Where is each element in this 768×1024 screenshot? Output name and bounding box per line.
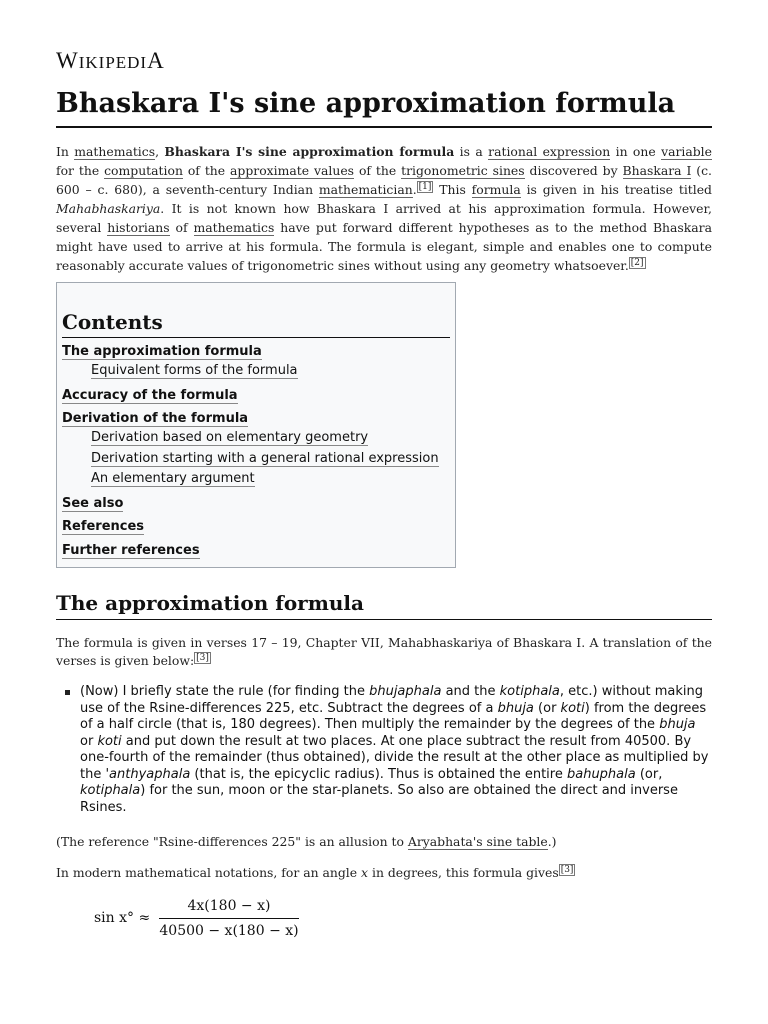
bullet-marker [65,690,70,695]
formula-fraction [159,896,299,941]
link-mathematician[interactable]: mathematician [318,182,413,197]
link-approximate-values[interactable]: approximate values [230,163,355,178]
toc-item-elementary-argument[interactable]: An elementary argument [91,471,255,486]
toc-item-approximation-formula[interactable]: The approximation formula [62,344,262,359]
formula-lhs: sin x° ≈ [94,910,151,926]
citation-3b[interactable]: [3] [560,865,574,875]
wikipedia-wordmark[interactable] [56,48,165,74]
link-aryabhata-sine-table[interactable]: Aryabhata's sine table [407,834,548,849]
toc-item-accuracy[interactable]: Accuracy of the formula [62,388,238,403]
link-formula[interactable]: formula [471,182,521,197]
bold-subject: Bhaskara I's sine approximation formula [164,144,455,159]
fraction-bar [159,918,299,919]
formula-numerator: 4x(180 − x) [187,898,271,914]
wordmark-letter: W [56,48,79,73]
toc-item-derivation-geometry[interactable]: Derivation based on elementary geometry [91,430,369,445]
modern-notation-paragraph: In modern mathematical notations, for an angle x in degrees, this formula gives [3] [56,865,574,880]
italic-treatise: Mahabhaskariya [56,201,161,216]
table-of-contents [56,282,456,568]
toc-item-see-also[interactable]: See also [62,496,124,511]
link-computation[interactable]: computation [104,163,183,178]
reference-note: (The reference "Rsine-differences 225" is an allusion to Aryabhata's sine table.) [56,834,557,849]
wordmark-middle: IKIPEDI [78,53,148,72]
citation-1[interactable]: [1] [418,182,432,192]
toc-title: Contents [62,309,450,338]
toc-item-further-references[interactable]: Further references [62,543,200,558]
translation-quote: (Now) I briefly state the rule (for finding the bhujaphala and the kotiphala, etc.) without making use of the Rsine-differences 225, etc. Subtract the degrees of a bhuja (or koti) from the degrees of a half circle (that is, 180 degrees). Then multiply the remainder by the degrees of the bhuja or koti and put down the result at two places. At one place subtract the result from 40500. By one-fourth of the remainder (thus obtained), divide the result at the other place as multiplied by the 'anthyaphala (that is, the epicyclic radius). Thus is obtained the entire bahuphala (or, kotiphala) for the sun, moon or the star-planets. So also are obtained the direct and inverse Rsines. [80,684,709,815]
link-trigonometric-sines[interactable]: trigonometric sines [401,163,525,178]
intro-paragraph: In mathematics, Bhaskara I's sine approximation formula is a rational expression in one variable for the computation of the approximate values of the trigonometric sines discovered by Bhaskara I (c. 600 – c. 680), a seventh-century Indian mathematician. [1] This formula is given in his treatise titled Mahabhaskariya. It is not known how Bhaskara I arrived at his approximation formula. However, several historians of mathematics have put forward different hypotheses as to the method Bhaskara might have used to arrive at his formula. The formula is elegant, simple and enables one to compute reasonably accurate values of trigonometric sines without using any geometry whatsoever. [2] [56,144,712,273]
toc-item-equivalent-forms[interactable]: Equivalent forms of the formula [91,363,298,378]
link-mathematics[interactable]: mathematics [74,144,156,159]
link-bhaskara-i[interactable]: Bhaskara I [622,163,692,178]
section-heading: The approximation formula [56,588,712,620]
wordmark-end: A [147,48,165,73]
link-historians[interactable]: historians [107,220,170,235]
citation-3[interactable]: [3] [196,653,209,663]
toc-item-references[interactable]: References [62,519,145,534]
link-mathematics-2[interactable]: mathematics [193,220,275,235]
toc-item-derivation-rational[interactable]: Derivation starting with a general rational expression [91,451,439,466]
toc-item-derivation[interactable]: Derivation of the formula [62,411,249,426]
link-rational-expression[interactable]: rational expression [488,144,611,159]
citation-2[interactable]: [2] [630,258,644,268]
page-title: Bhaskara I's sine approximation formula [56,84,712,128]
formula-denominator: 40500 − x(180 − x) [159,923,299,939]
section-intro-paragraph: The formula is given in verses 17 – 19, Chapter VII, Mahabhaskariya of Bhaskara I. A translation of the verses is given below: [3] [56,635,712,668]
link-variable[interactable]: variable [661,144,712,159]
